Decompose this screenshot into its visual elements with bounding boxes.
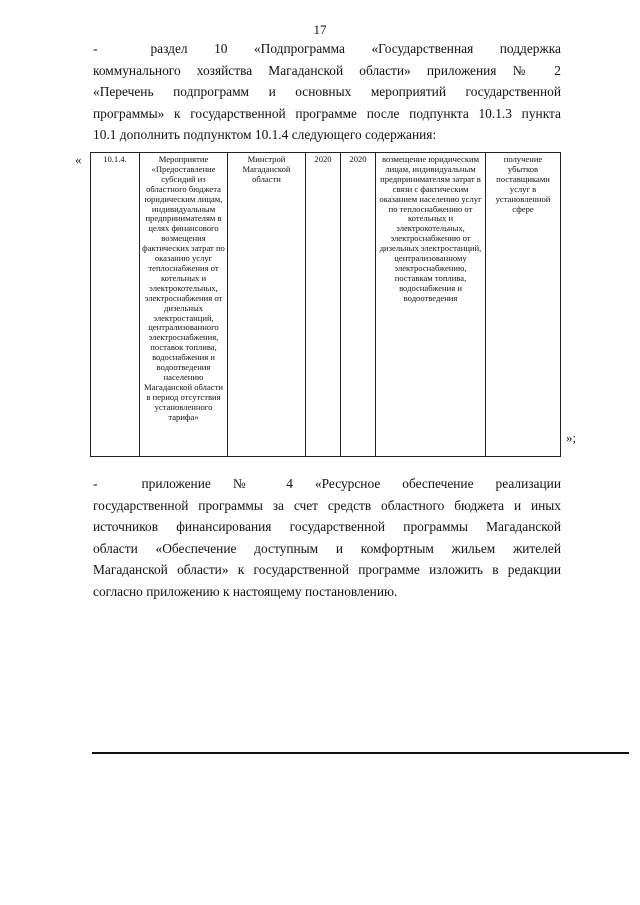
cell-year-end: 2020 [341,153,376,457]
cell-item-number: 10.1.4. [91,153,140,457]
paragraph-line: - раздел 10 «Подпрограмма «Государственная поддержка [93,41,561,56]
paragraph-line: источников финансирования государственной программы Магаданской [93,519,561,535]
paragraph-line: программы» к государственной программе после подпункта 10.1.3 пункта [93,105,561,121]
cell-measure-content: возмещение юридическим лицам, индивидуальным предпринимателям затрат в связи с фактическим оказанием населению услуг по теплоснабжению от котельных и электрокотельных, электроснабжению от дизельных электростанций, централизованному электроснабжению, поставкам топлива, водоснабжения и водоотведения [376,153,486,457]
paragraph-line: Магаданской области» к государственной программе изложить в редакции [93,562,561,578]
cell-measure-name: Мероприятие «Предоставление субсидий из областного бюджета юридическим лицам, индивидуальным предпринимателям в целях финансового возмещения фактических затрат по оказанию услуг теплоснабжения от котельных и электрокотельных, электроснабжения от дизельных электростанций, централизованного электроснабжения, поставок топлива, водоснабжения и водоотведения населению Магаданской области в период отсутствия установленного тарифа» [140,153,228,457]
paragraph-line: - приложение № 4 «Ресурсное обеспечение реализации [93,476,561,491]
cell-executor: Минстрой Магаданской области [228,153,306,457]
paragraph-line: 10.1 дополнить подпунктом 10.1.4 следующего содержания: [93,127,437,143]
paragraph-amendment-section-10 [93,38,561,146]
closing-quote: »; [566,430,577,445]
opening-quote: « [75,152,82,167]
paragraph-line: коммунального хозяйства Магаданской области» приложения № 2 [93,62,561,78]
paragraph-line: области «Обеспечение доступным и комфортным жильем жителей [93,540,561,556]
cell-expected-result: получение убытков поставщиками услуг в установленной сфере [486,153,561,457]
paragraph-line: государственной программы за счет средств областного бюджета и иных [93,497,561,513]
paragraph-amendment-appendix-4 [93,473,561,603]
cell-year-start: 2020 [306,153,341,457]
table-row [91,153,561,457]
measures-table [90,152,561,457]
footer-rule [92,752,629,754]
paragraph-line: согласно приложению к настоящему постановлению. [93,583,398,599]
page-number: 17 [313,22,327,37]
paragraph-line: «Перечень подпрограмм и основных мероприятий государственной [93,84,561,100]
